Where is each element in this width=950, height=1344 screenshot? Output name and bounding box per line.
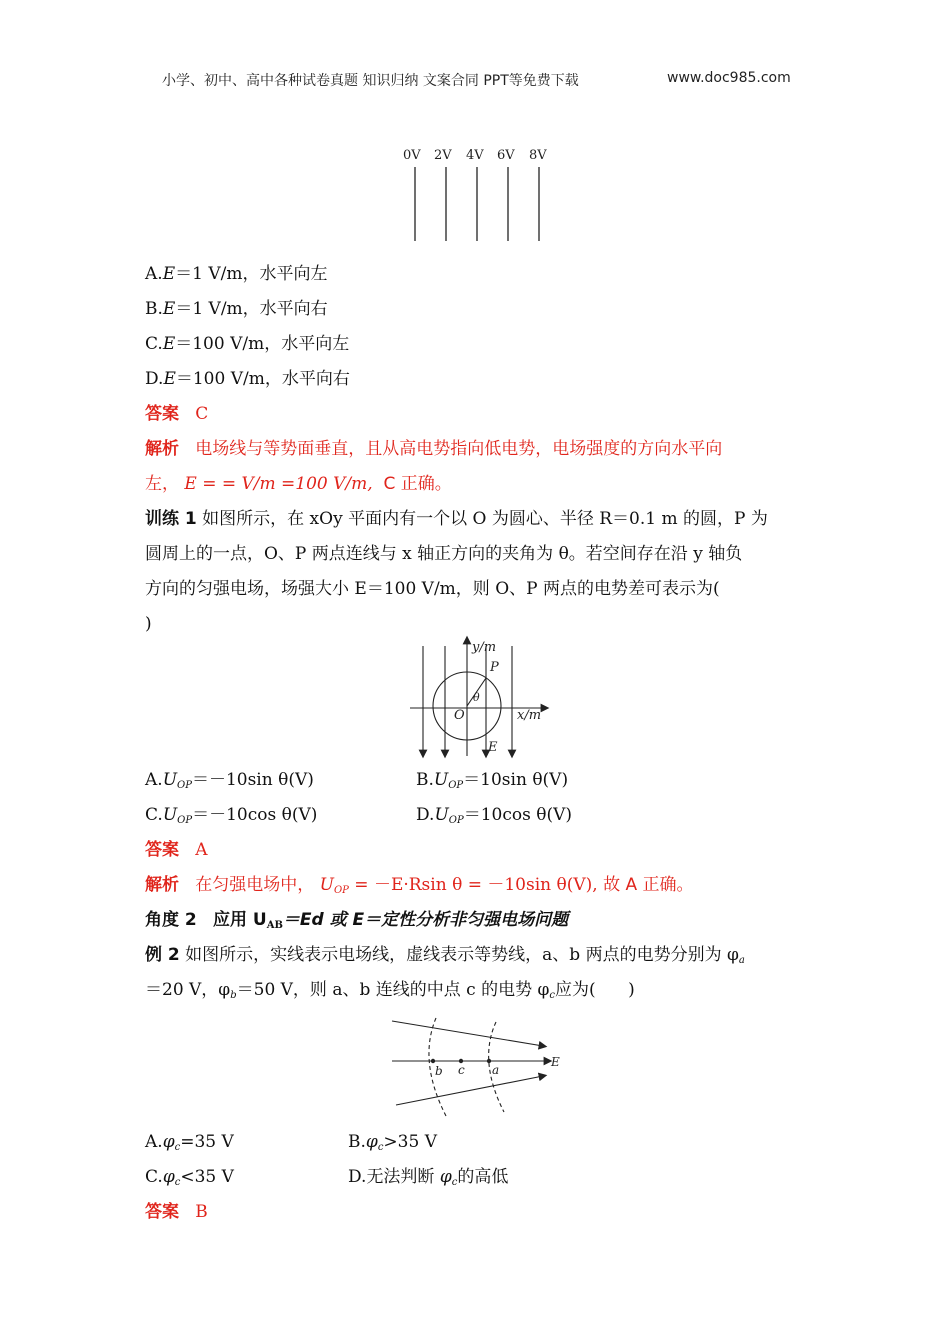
option-a: $A.U_{OP}=-10\sin$ θ(V) xyxy=(145,770,314,791)
field-lines-figure xyxy=(388,1016,568,1120)
potential-label: 8V xyxy=(529,148,547,163)
potential-label: 0V xyxy=(403,148,421,163)
header-url[interactable]: www.doc985.com xyxy=(667,70,791,86)
training-line: 训练 1 如图所示，在 xOy 平面内有一个以 O 为圆心、半径 R＝0.1 m 的圆，P 为 xyxy=(145,509,768,529)
option-d: D.E＝100 V/m，水平向右 xyxy=(145,369,350,389)
example-line: 例 2 如图所示，实线表示电场线，虚线表示等势线，a、b 两点的电势分别为 $\varphi_a$ xyxy=(145,945,745,966)
point-b xyxy=(431,1059,435,1063)
analysis-line: 解析 电场线与等势面垂直，且从高电势指向低电势，电场强度的方向水平向 xyxy=(145,439,723,459)
section-heading: 角度 2 应用 $U_{AB}=Ed$ 或 E＝定性分析非匀强电场问题 xyxy=(145,910,569,931)
field-line xyxy=(396,1076,543,1105)
field-line xyxy=(392,1021,543,1046)
origin-label: O xyxy=(454,708,465,723)
field-e-label: E xyxy=(488,740,498,755)
option-a: A.E＝1 V/m，水平向左 xyxy=(145,264,328,284)
option-c: $C.\varphi_c<35$ V xyxy=(145,1167,234,1188)
option-c: C.E＝100 V/m，水平向左 xyxy=(145,334,350,354)
answer-line: 答案 B xyxy=(145,1202,208,1222)
option-a: $A.\varphi_c=35$ V xyxy=(145,1132,234,1153)
theta-label: θ xyxy=(473,691,480,704)
point-p-label: P xyxy=(490,660,499,675)
point-b-label: b xyxy=(435,1064,443,1078)
option-b: B.E＝1 V/m，水平向右 xyxy=(145,299,328,319)
equipotential-lines-figure xyxy=(400,145,560,245)
answer-line: 答案 A xyxy=(145,840,208,860)
point-a xyxy=(487,1059,491,1063)
analysis-line: 解析 在匀强电场中， $U_{OP} = -E\cdot Rsin$ θ = －10sin θ(V), 故 A 正确。 xyxy=(145,875,694,896)
circle-field-figure xyxy=(410,638,560,758)
option-d: D.无法判断 $\varphi_c$的高低 xyxy=(348,1167,509,1188)
point-c-label: c xyxy=(458,1063,465,1077)
potential-label: 4V xyxy=(466,148,484,163)
option-d: $D.U_{OP}=10\cos$ θ(V) xyxy=(416,805,572,826)
x-axis-label: x/m xyxy=(517,708,542,723)
point-a-label: a xyxy=(492,1063,500,1077)
option-b: $B.\varphi_c>35$ V xyxy=(348,1132,437,1153)
header-text: 小学、初中、高中各种试卷真题 知识归纳 文案合同 PPT等免费下载 xyxy=(162,73,579,89)
field-e-label: E xyxy=(551,1055,560,1069)
analysis-line: 左， E = = V/m =100 V/m, C 正确。 xyxy=(145,474,452,494)
potential-label: 6V xyxy=(497,148,515,163)
option-c: $C.U_{OP}=-10\cos$ θ(V) xyxy=(145,805,318,826)
training-line: 圆周上的一点，O、P 两点连线与 x 轴正方向的夹角为 θ。若空间存在沿 y 轴负 xyxy=(145,544,743,564)
training-line: ) xyxy=(145,614,152,634)
option-b: $B.U_{OP}=10\sin$ θ(V) xyxy=(416,770,569,791)
example-line: ＝20 V，$\varphi_b=50$ V，则 a、b 连线的中点 c 的电势 $\varphi_c$应为( ) xyxy=(145,980,635,1001)
answer-line: 答案 C xyxy=(145,404,209,424)
y-axis-label: y/m xyxy=(472,640,497,655)
potential-label: 2V xyxy=(434,148,452,163)
training-line: 方向的匀强电场，场强大小 E＝100 V/m，则 O、P 两点的电势差可表示为( xyxy=(145,579,720,599)
